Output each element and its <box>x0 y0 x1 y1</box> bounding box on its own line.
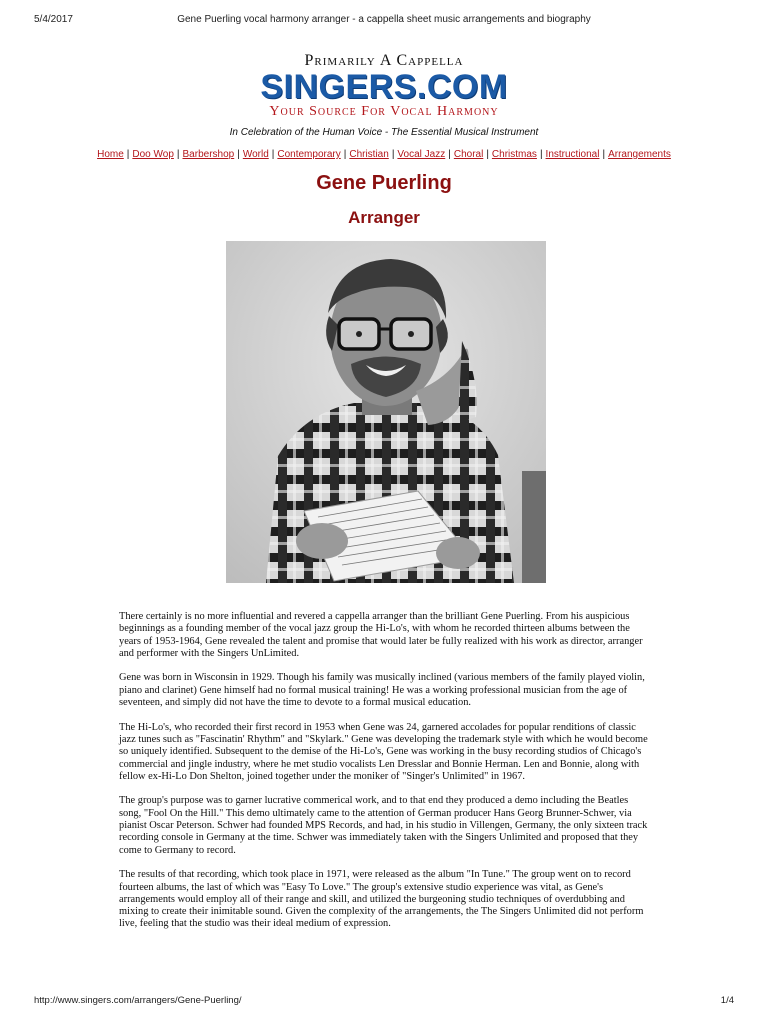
portrait-photo <box>226 241 546 583</box>
nav-link-doo-wop[interactable]: Doo Wop <box>132 149 174 160</box>
print-date: 5/4/2017 <box>34 14 73 25</box>
main-nav <box>0 149 768 160</box>
nav-link-contemporary[interactable]: Contemporary <box>277 149 341 160</box>
nav-link-arrangements[interactable]: Arrangements <box>608 149 671 160</box>
nav-link-choral[interactable]: Choral <box>453 149 484 160</box>
nav-separator: | <box>391 149 395 160</box>
print-url: http://www.singers.com/arrangers/Gene-Puerling/ <box>34 995 242 1006</box>
logo-tagline-bottom: Your Source For Vocal Harmony <box>269 104 499 119</box>
nav-separator: | <box>271 149 275 160</box>
logo-tagline-top: Primarily A Cappella <box>304 52 464 69</box>
nav-separator: | <box>237 149 240 160</box>
bio-paragraph: The Hi-Lo's, who recorded their first record in 1953 when Gene was 24, garnered accolades for popular renditions of classic jazz tunes such as "Fascinatin' Rhythm" and "Skylark." Gene was developing the trademark style with which he would become so uniquely identified. Subsequent to the demise of the Hi-Lo's, Gene was working in the busy recording studios of Chicago's commercial and jingle industry, where he met studio vocalists Len Dresslar and Bonnie Herman. Len and Bonnie, along with fellow ex-Hi-Lo Don Shelton, joined together under the moniker of "Singer's Unlimited" in 1967. <box>119 721 648 782</box>
page-title: Gene Puerling <box>316 172 452 194</box>
nav-separator: | <box>486 149 489 160</box>
logo-brand: SINGERS.COM <box>260 68 508 106</box>
nav-separator: | <box>448 149 451 160</box>
nav-link-christian[interactable]: Christian <box>349 149 389 160</box>
print-footer <box>0 995 768 1009</box>
nav-separator: | <box>602 149 606 160</box>
bio-paragraph: The results of that recording, which took place in 1971, were released as the album "In Tune." The group went on to record fourteen albums, the last of which was "Easy To Love." The group's extensive studio experience was vital, as Gene's arrangements would employ all of their range and skill, and utilized the burgeoning studio techniques of overdubbing and mixing to create their inimitable sound. Given the complexity of the arrangements, the The Singers Unlimited did not perform live, feeling that the studio was their ideal medium of expression. <box>119 869 644 930</box>
bio-paragraph: Gene was born in Wisconsin in 1929. Though his family was musically inclined (various members of the family played violin, piano and clarinet) Gene himself had no formal musical training! He was a working professional musician from the age of seventeen, and simply did not have the time to devote to a formal musical education. <box>119 672 645 709</box>
nav-link-vocal-jazz[interactable]: Vocal Jazz <box>397 149 446 160</box>
nav-link-home[interactable]: Home <box>97 149 124 160</box>
site-logo[interactable] <box>0 52 768 120</box>
bio-paragraph: The group's purpose was to garner lucrative commerical work, and to that end they produced a demo including the Beatles song, "Fool On the Hill." This demo ultimately came to the attention of German producer Hans Georg Brunner-Schwer, via pianist Oscar Peterson. Schwer had founded MPS Records, and had, in his studio in Villengen, Germany, the only sixteen track recording console in Germany at the time. Schwer was immediately taken with the Singers Unlimited and proposed that they come to Germany to record. <box>119 795 648 856</box>
bio-paragraph: There certainly is no more influential and revered a cappella arranger than the brilliant Gene Puerling. From his auspicious beginnings as a founding member of the vocal jazz group the Hi-Lo's, with whom he recorded thirteen albums between the years of 1953-1964, Gene revealed the talent and promise that would later be fully realized with his work as director, arranger and performer with the Singers UnLimited. <box>119 611 643 659</box>
nav-link-barbershop[interactable]: Barbershop <box>182 149 235 160</box>
nav-separator: | <box>176 149 180 160</box>
nav-link-christmas[interactable]: Christmas <box>491 149 537 160</box>
nav-separator: | <box>126 149 130 160</box>
site-motto: In Celebration of the Human Voice - The Essential Musical Instrument <box>229 127 539 138</box>
biography-text <box>119 611 649 943</box>
nav-separator: | <box>539 149 543 160</box>
print-page-number: 1/4 <box>720 995 734 1006</box>
page-subtitle: Arranger <box>348 208 420 227</box>
nav-separator: | <box>343 149 347 160</box>
print-header <box>0 14 768 30</box>
nav-link-instructional[interactable]: Instructional <box>545 149 600 160</box>
print-document-title: Gene Puerling vocal harmony arranger - a cappella sheet music arrangements and biography <box>177 14 591 25</box>
nav-link-world[interactable]: World <box>242 149 269 160</box>
